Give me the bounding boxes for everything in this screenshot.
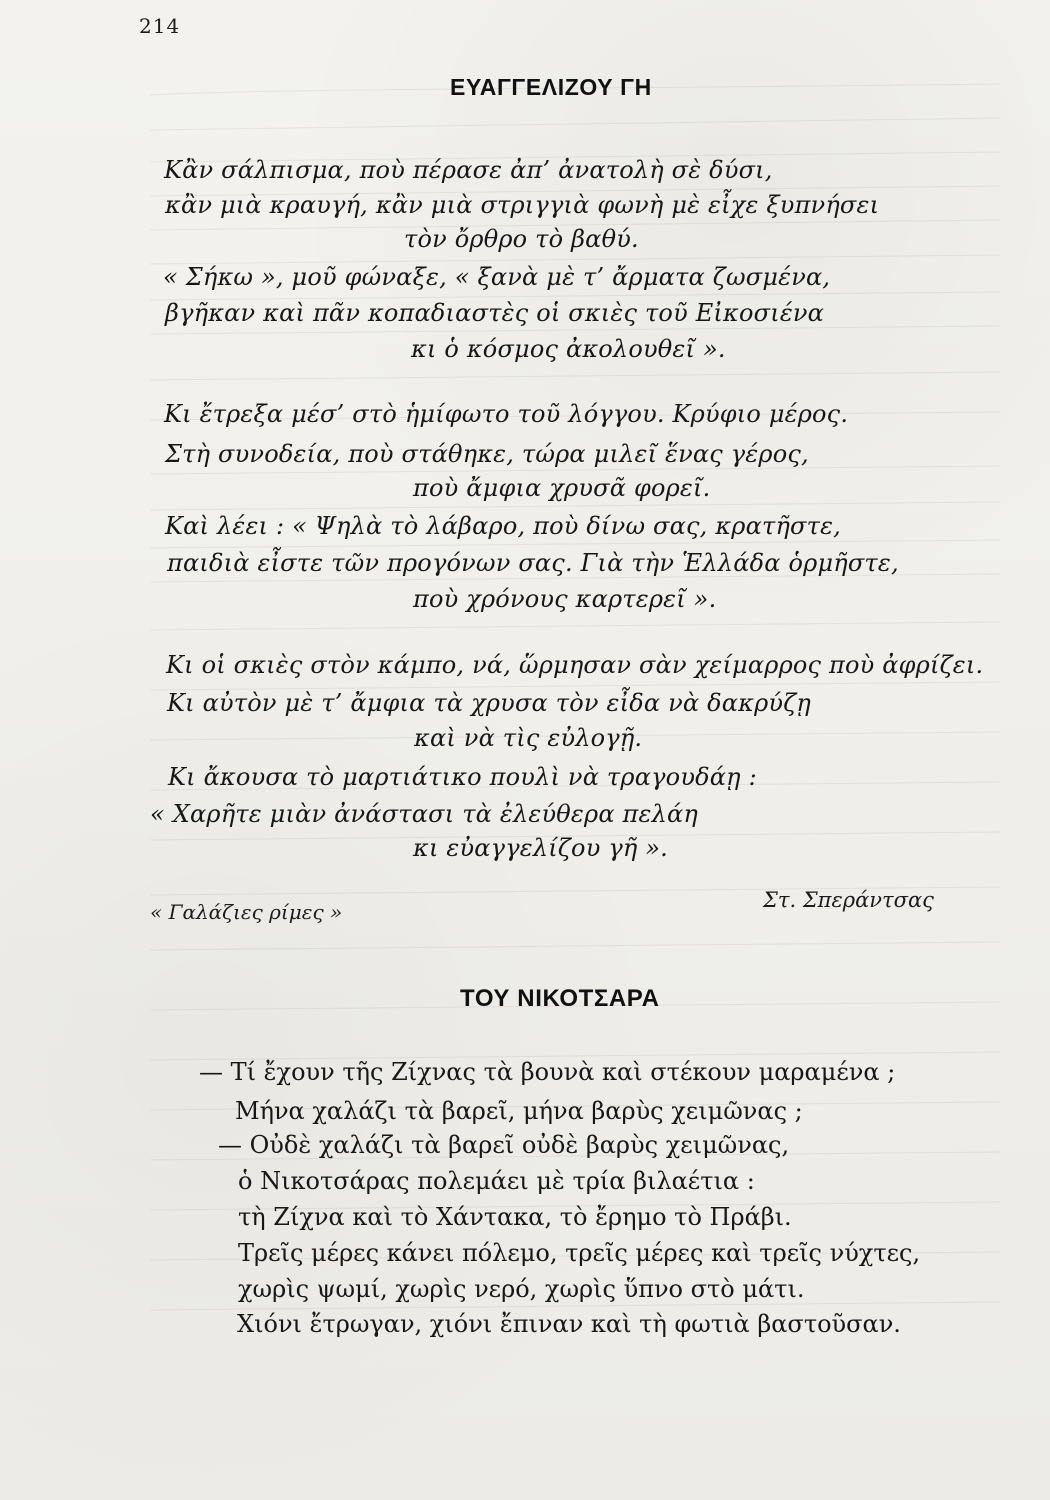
poem2-line: ὁ Νικοτσάρας πολεμάει μὲ τρία βιλαέτια : — [238, 1167, 755, 1195]
poem1-line: Στὴ συνοδεία, ποὺ στάθηκε, τώρα μιλεῖ ἕνας γέρος, — [165, 440, 809, 468]
poem2-line: χωρὶς ψωμί, χωρὶς νερό, χωρὶς ὕπνο στὸ μάτι. — [238, 1275, 805, 1303]
poem1-line: ποὺ χρόνους καρτερεῖ ». — [413, 585, 717, 613]
poem1-line: κι εὐαγγελίζου γῆ ». — [413, 834, 668, 862]
poem1-line: καὶ νὰ τὶς εὐλογῇ. — [414, 724, 643, 752]
poem2-line: τὴ Ζίχνα καὶ τὸ Χάντακα, τὸ ἔρημο τὸ Πράβι. — [238, 1203, 792, 1231]
poem2-line: — Τί ἔχουν τῆς Ζίχνας τὰ βουνὰ καὶ στέκουν μαραμένα ; — [199, 1058, 896, 1086]
poem1-line: Κι ἄκουσα τὸ μαρτιάτικο πουλὶ νὰ τραγουδάῃ : — [168, 763, 757, 791]
poem1-line: Κι αὐτὸν μὲ τ’ ἄμφια τὰ χρυσα τὸν εἶδα νὰ δακρύζῃ — [167, 689, 812, 717]
poem2-line: Χιόνι ἔτρωγαν, χιόνι ἔπιναν καὶ τὴ φωτιὰ βαστοῦσαν. — [237, 1310, 901, 1338]
page-number: 214 — [139, 14, 181, 38]
poem-title-evangelizou-gi: ΕΥΑΓΓΕΛΙΖΟΥ ΓΗ — [450, 74, 652, 100]
poem1-line: « Σήκω », μοῦ φώναξε, « ξανὰ μὲ τ’ ἄρματα ζωσμένα, — [163, 263, 831, 291]
poem1-line: Κἂν σάλπισμα, ποὺ πέρασε ἀπ’ ἀνατολὴ σὲ δύσι, — [164, 156, 773, 184]
poem-source: « Γαλάζιες ρίμες » — [150, 900, 343, 924]
poem-author: Στ. Σπεράντσας — [763, 888, 934, 912]
poem1-line: Κι ἔτρεξα μέσ’ στὸ ἡμίφωτο τοῦ λόγγου. Κρύφιο μέρος. — [164, 400, 849, 428]
poem1-line: Κι οἱ σκιὲς στὸν κάμπο, νά, ὥρμησαν σὰν χείμαρρος ποὺ ἀφρίζει. — [166, 651, 984, 679]
poem2-line: — Οὐδὲ χαλάζι τὰ βαρεῖ οὐδὲ βαρὺς χειμῶνας, — [218, 1131, 790, 1159]
poem1-line: « Χαρῆτε μιὰν ἀνάστασι τὰ ἐλεύθερα πελάη — [150, 800, 698, 828]
poem-title-nikotsara: ΤΟΥ ΝΙΚΟΤΣΑΡΑ — [460, 985, 660, 1012]
poem1-line: τὸν ὄρθρο τὸ βαθύ. — [404, 225, 639, 253]
poem2-line: Τρεῖς μέρες κάνει πόλεμο, τρεῖς μέρες καὶ τρεῖς νύχτες, — [238, 1239, 921, 1267]
poem1-line: ποὺ ἄμφια χρυσᾶ φορεῖ. — [413, 474, 711, 502]
poem1-line: παιδιὰ εἶστε τῶν προγόνων σας. Γιὰ τὴν Ἑλλάδα ὁρμῆστε, — [167, 549, 899, 577]
poem1-line: Καὶ λέει : « Ψηλὰ τὸ λάβαρο, ποὺ δίνω σας, κρατῆστε, — [165, 512, 842, 540]
poem1-line: κἂν μιὰ κραυγή, κἂν μιὰ στριγγιὰ φωνὴ μὲ εἶχε ξυπνήσει — [165, 191, 880, 219]
poem2-line: Μήνα χαλάζι τὰ βαρεῖ, μήνα βαρὺς χειμῶνας ; — [235, 1097, 803, 1125]
poem1-line: βγῆκαν καὶ πᾶν κοπαδιαστὲς οἱ σκιὲς τοῦ Εἰκοσιένα — [165, 299, 825, 327]
poem1-line: κι ὁ κόσμος ἀκολουθεῖ ». — [411, 335, 726, 363]
